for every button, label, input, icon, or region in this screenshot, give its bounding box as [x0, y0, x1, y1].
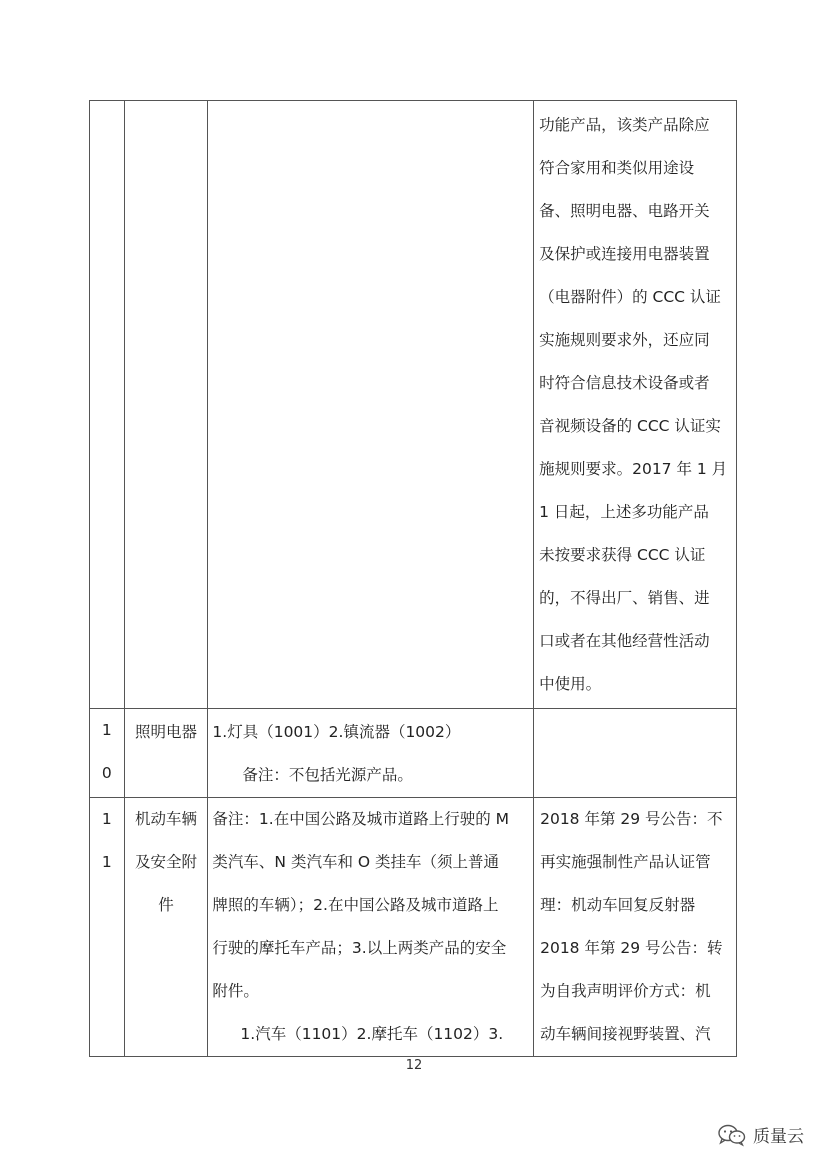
product-note-line: 行驶的摩托车产品；3.以上两类产品的安全 — [212, 939, 507, 957]
product-note-line: 牌照的车辆）；2.在中国公路及城市道路上 — [212, 896, 499, 914]
remarks-line: 功能产品，该类产品除应 — [539, 116, 710, 134]
product-note-line: 类汽车、N 类汽车和 O 类挂车（须上普通 — [212, 853, 499, 871]
products-cell — [208, 709, 534, 798]
category-label-line: 机动车辆 — [135, 810, 198, 828]
remarks-line: 及保护或连接用电器装置 — [539, 245, 710, 263]
products-cell — [208, 101, 534, 709]
remarks-line: 中使用。 — [539, 675, 602, 693]
table-row — [90, 709, 737, 798]
product-note-line: 附件。 — [212, 982, 259, 1000]
remarks-line: 2018 年第 29 号公告：转 — [540, 939, 723, 957]
row-number-digit: 0 — [101, 764, 112, 782]
category-cell — [124, 709, 208, 798]
remarks-line: 2018 年第 29 号公告：不 — [540, 810, 723, 828]
watermark — [717, 1122, 804, 1147]
category-label: 照明电器 — [135, 723, 198, 741]
category-cell — [124, 101, 208, 709]
remarks-line: 的，不得出厂、销售、进 — [539, 589, 710, 607]
remarks-line: 1 日起，上述多功能产品 — [539, 503, 709, 521]
remarks-line: 时符合信息技术设备或者 — [539, 374, 710, 392]
remarks-line: 理：机动车回复反射器 — [540, 896, 696, 914]
product-catalog-table — [89, 100, 737, 1057]
remarks-line: 符合家用和类似用途设 — [539, 159, 695, 177]
row-number-digit: 1 — [101, 853, 112, 871]
row-number-digit: 1 — [101, 721, 112, 739]
product-note-line: 备注：不包括光源产品。 — [242, 766, 413, 784]
row-number-digit: 1 — [101, 810, 112, 828]
remarks-line: 为自我声明评价方式：机 — [540, 982, 711, 1000]
remarks-line: 施规则要求。2017 年 1 月 — [539, 460, 728, 478]
watermark-text: 质量云 — [753, 1127, 804, 1147]
remarks-line: 音视频设备的 CCC 认证实 — [539, 417, 721, 435]
page-number: 12 — [405, 1058, 423, 1073]
row-number-cell — [90, 101, 125, 709]
remarks-line: 再实施强制性产品认证管 — [540, 853, 711, 871]
table-row — [90, 798, 737, 1057]
products-cell — [208, 798, 534, 1057]
remarks-cell — [534, 709, 737, 798]
product-note-line: 备注：1.在中国公路及城市道路上行驶的 M — [212, 810, 510, 828]
remarks-line: 实施规则要求外，还应同 — [539, 331, 710, 349]
remarks-line: 动车辆间接视野装置、汽 — [540, 1025, 711, 1043]
row-number-cell — [90, 709, 125, 798]
row-number-cell — [90, 798, 125, 1057]
product-list-line: 1.汽车（1101）2.摩托车（1102）3. — [240, 1025, 504, 1043]
remarks-line: 未按要求获得 CCC 认证 — [539, 546, 706, 564]
remarks-cell — [534, 101, 737, 709]
category-label-line: 件 — [158, 896, 174, 914]
wechat-icon — [717, 1123, 747, 1147]
remarks-line: （电器附件）的 CCC 认证 — [539, 288, 721, 306]
category-cell — [124, 798, 208, 1057]
remarks-line: 口或者在其他经营性活动 — [539, 632, 710, 650]
product-list-line: 1.灯具（1001）2.镇流器（1002） — [212, 723, 461, 741]
remarks-cell — [534, 798, 737, 1057]
remarks-line: 备、照明电器、电路开关 — [539, 202, 710, 220]
category-label-line: 及安全附 — [135, 853, 198, 871]
table-row — [90, 101, 737, 709]
